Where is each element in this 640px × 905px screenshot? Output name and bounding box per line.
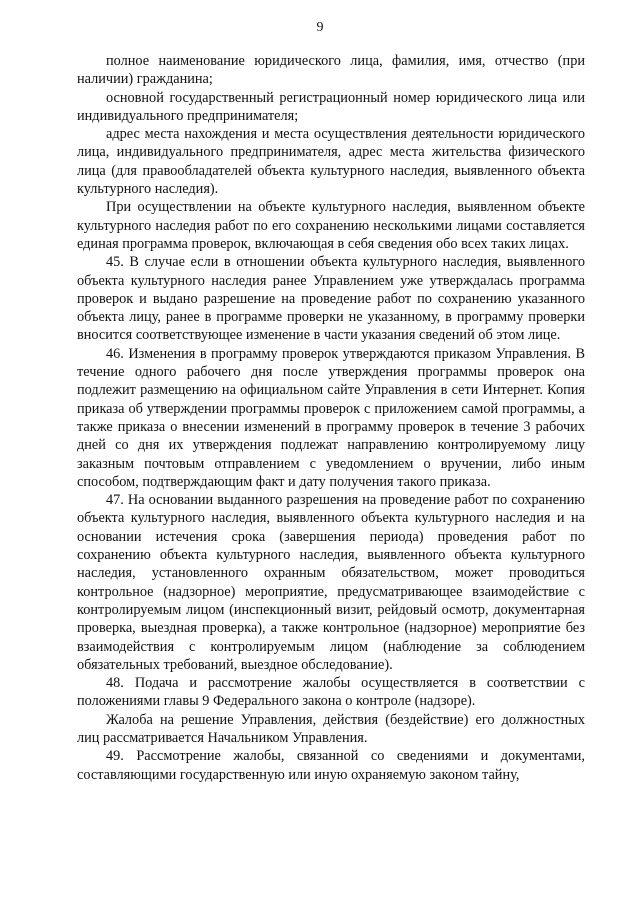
- paragraph-multiple-persons: При осуществлении на объекте культурного наследия, выявленном объекте культурного наследия работ по его сохранению несколькими лицами составляется единая программа проверок, включающая в себя сведения обо всех таких лицах.: [77, 199, 585, 252]
- paragraph-45: 45. В случае если в отношении объекта культурного наследия, выявленного объекта культурного наследия ранее Управлением уже утверждалась программа проверок и выдано разрешение на проведение работ по сохранению указанного объекта лицу, ранее в программе проверки не указанному, в программу проверки вносится соответствующее изменение в части указания сведений об этом лице.: [77, 254, 585, 344]
- paragraph-47: 47. На основании выданного разрешения на проведение работ по сохранению объекта культурного наследия, выявленного объекта культурного наследия и на основании истечения срока (завершения периода) проведения работ по сохранению объекта культурного наследия, выявленного объекта культурного наследия, установленного охранным обязательством, может проводиться контрольное (надзорное) мероприятие, предусматривающее взаимодействие с контролируемым лицом (инспекционный визит, рейдовый осмотр, документарная проверка, выездная проверка), а также контрольное (надзорное) мероприятие без взаимодействия с контролируемым лицом (наблюдение за соблюдением обязательных требований, выездное обследование).: [77, 492, 585, 673]
- paragraph-full-name: полное наименование юридического лица, фамилия, имя, отчество (при наличии) гражданина;: [77, 53, 585, 88]
- paragraph-complaint: Жалоба на решение Управления, действия (бездействие) его должностных лиц рассматривается Начальником Управления.: [77, 711, 585, 746]
- document-body: [77, 52, 585, 784]
- paragraph-registration-number: основной государственный регистрационный номер юридического лица или индивидуального предпринимателя;: [77, 89, 585, 124]
- paragraph-48: 48. Подача и рассмотрение жалобы осуществляется в соответствии с положениями главы 9 Федерального закона о контроле (надзоре).: [77, 675, 585, 710]
- paragraph-46: 46. Изменения в программу проверок утверждаются приказом Управления. В течение одного рабочего дня после утверждения программы проверок она подлежит размещению на официальном сайте Управления в сети Интернет. Копия приказа об утверждении программы проверок с приложением самой программы, а также приказа о внесении изменений в программу проверок в течение 3 рабочих дней со дня их утверждения подлежат направлению контролируемому лицу заказным почтовым отправлением с уведомлением о вручении, либо иным способом, подтверждающим факт и дату получения такого приказа.: [77, 345, 585, 490]
- paragraph-49: 49. Рассмотрение жалобы, связанной со сведениями и документами, составляющими государственную или иную охраняемую законом тайну,: [77, 748, 585, 783]
- paragraph-address: адрес места нахождения и места осуществления деятельности юридического лица, индивидуального предпринимателя, адрес места жительства физического лица (для правообладателей объекта культурного наследия, выявленного объекта культурного наследия).: [77, 126, 585, 198]
- page-number: 9: [316, 20, 324, 35]
